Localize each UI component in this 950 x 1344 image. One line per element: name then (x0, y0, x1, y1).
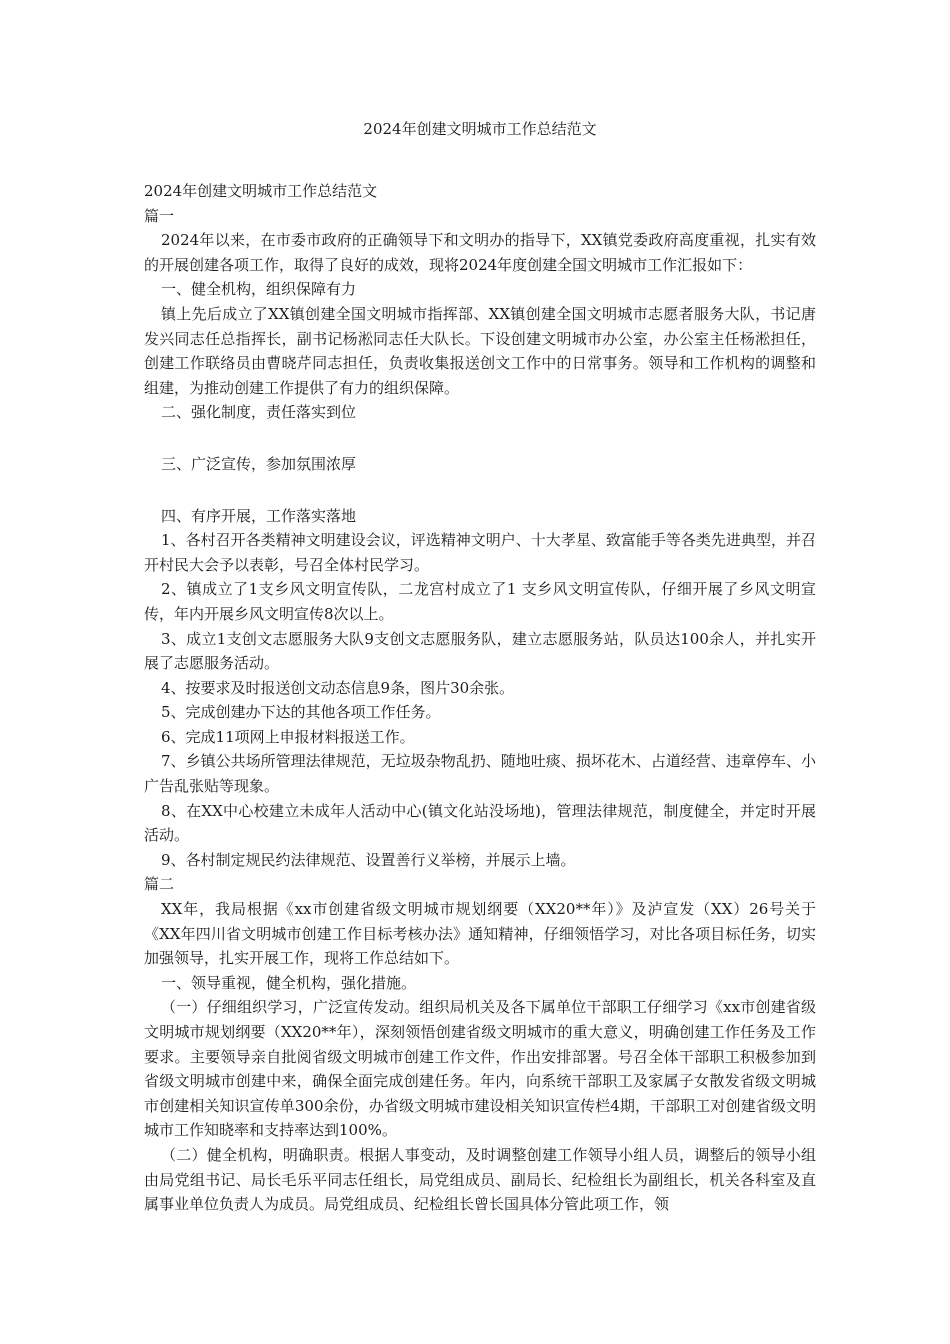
part-one-intro: 2024年以来，在市委市政府的正确领导下和文明办的指导下，XX镇党委政府高度重视，扎实有效的开展创建各项工作，取得了良好的成效，现将2024年度创建全国文明城市工作汇报如下： (144, 231, 816, 274)
list-item: 1、各村召开各类精神文明建设会议，评选精神文明户、十大孝星、致富能手等各类先进典型，并召开村民大会予以表彰，号召全体村民学习。 (144, 531, 816, 574)
section-paragraph-1: 镇上先后成立了XX镇创建全国文明城市指挥部、XX镇创建全国文明城市志愿者服务大队，书记唐发兴同志任总指挥长，副书记杨淞同志任大队长。下设创建文明城市办公室，办公室主任杨淞担任，创建工作联络员由曹晓芹同志担任，负责收集报送创文工作中的日常事务。领导和工作机构的调整和组建，为推动创建工作提供了有力的组织保障。 (144, 304, 816, 397)
section-heading-1: 一、健全机构，组织保障有力 (161, 280, 357, 299)
part-one-label: 篇一 (144, 206, 175, 225)
list-item: 2、镇成立了1支乡风文明宣传队，二龙宫村成立了1 支乡风文明宣传队，仔细开展了乡风文明宣传，年内开展乡风文明宣传8次以上。 (144, 580, 816, 623)
list-item: 8、在XX中心校建立未成年人活动中心(镇文化站没场地)，管理法律规范，制度健全，并定时开展活动。 (144, 801, 816, 845)
section-heading-2: 二、强化制度，责任落实到位 (161, 403, 357, 422)
part-two-paragraph-2: （二）健全机构，明确职责。根据人事变动，及时调整创建工作领导小组人员，调整后的领导小组由局党组书记、局长毛乐平同志任组长，局党组成员、副局长、纪检组长为副组长，机关各科室及直属事业单位负责人为成员。局党组成员、纪检组长曾长国具体分管此项工作，领 (144, 1145, 816, 1214)
document-subtitle: 2024年创建文明城市工作总结范文 (144, 182, 378, 200)
list-item: 4、按要求及时报送创文动态信息9条，图片30余张。 (161, 678, 515, 697)
list-item: 6、完成11项网上申报材料报送工作。 (161, 727, 415, 746)
part-two-label: 篇二 (144, 875, 175, 894)
part-two-intro: XX年，我局根据《xx市创建省级文明城市规划纲要（XX20**年）》及泸宣发（XX）26号关于《XX年四川省文明城市创建工作目标考核办法》通知精神，仔细领悟学习，对比各项目标任务，切实加强领导，扎实开展工作，现将工作总结如下。 (144, 900, 816, 968)
part-two-paragraph-1: （一）仔细组织学习，广泛宣传发动。组织局机关及各下属单位干部职工仔细学习《xx市创建省级文明城市规划纲要（XX20**年），深刻领悟创建省级文明城市的重大意义，明确创建工作任务及工作要求。主要领导亲自批阅省级文明城市创建工作文件，作出安排部署。号召全体干部职工积极参加到省级文明城市创建中来，确保全面完成创建任务。年内，向系统干部职工及家属子女散发省级文明城市创建相关知识宣传单300余份，办省级文明城市建设相关知识宣传栏4期，干部职工对创建省级文明城市工作知晓率和支持率达到100%。 (144, 998, 816, 1140)
part-two-heading-1: 一、领导重视，健全机构，强化措施。 (161, 973, 417, 992)
section-heading-4: 四、有序开展，工作落实落地 (161, 506, 357, 525)
list-item: 5、完成创建办下达的其他各项工作任务。 (161, 703, 441, 722)
document-title: 2024年创建文明城市工作总结范文 (363, 120, 597, 138)
blank-space (144, 425, 816, 452)
blank-space (144, 477, 816, 504)
list-item: 9、各村制定规民约法律规范、设置善行义举榜，并展示上墙。 (161, 850, 576, 869)
list-item: 3、成立1支创文志愿服务大队9支创文志愿服务队，建立志愿服务站，队员达100余人，并扎实开展了志愿服务活动。 (144, 629, 816, 673)
document-page (144, 118, 816, 1217)
list-item: 7、乡镇公共场所管理法律规范，无垃圾杂物乱扔、随地吐痰、损坏花木、占道经营、违章停车、小广告乱张贴等现象。 (144, 752, 816, 796)
section-heading-3: 三、广泛宣传，参加氛围浓厚 (161, 454, 357, 473)
